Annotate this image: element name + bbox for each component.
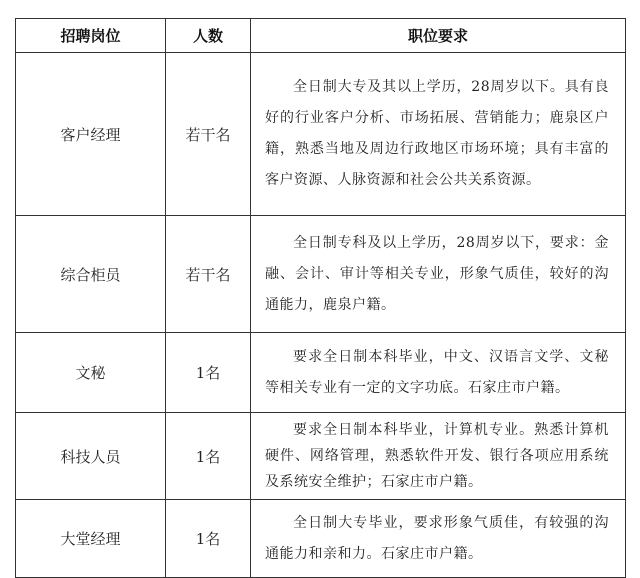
recruitment-table (15, 18, 626, 578)
row-position: 大堂经理 (16, 500, 166, 578)
table-row (16, 333, 626, 413)
row-requirement: 要求全日制本科毕业，计算机专业。熟悉计算机硬件、网络管理，熟悉软件开发、银行各项应用系统及系统安全维护；石家庄市户籍。 (251, 413, 626, 500)
row-count: 1名 (166, 333, 251, 413)
row-position: 科技人员 (16, 413, 166, 500)
row-requirement: 全日制大专及其以上学历，28周岁以下。具有良好的行业客户分析、市场拓展、营销能力；鹿泉区户籍，熟悉当地及周边行政地区市场环境；具有丰富的客户资源、人脉资源和社会公共关系资源。 (251, 53, 626, 216)
row-count: 1名 (166, 500, 251, 578)
table-row (16, 216, 626, 333)
row-position: 客户经理 (16, 53, 166, 216)
row-position: 文秘 (16, 333, 166, 413)
row-requirement: 要求全日制本科毕业，中文、汉语言文学、文秘等相关专业有一定的文字功底。石家庄市户籍。 (251, 333, 626, 413)
header-requirement: 职位要求 (251, 19, 626, 53)
header-count: 人数 (166, 19, 251, 53)
row-requirement: 全日制专科及以上学历，28周岁以下，要求：金融、会计、审计等相关专业，形象气质佳，较好的沟通能力，鹿泉户籍。 (251, 216, 626, 333)
table-row (16, 53, 626, 216)
header-position: 招聘岗位 (16, 19, 166, 53)
table-row (16, 500, 626, 578)
recruitment-table-container (15, 18, 625, 562)
row-count: 若干名 (166, 216, 251, 333)
row-requirement: 全日制大专毕业，要求形象气质佳，有较强的沟通能力和亲和力。石家庄市户籍。 (251, 500, 626, 578)
table-row (16, 413, 626, 500)
row-position: 综合柜员 (16, 216, 166, 333)
row-count: 若干名 (166, 53, 251, 216)
table-header-row (16, 19, 626, 53)
row-count: 1名 (166, 413, 251, 500)
